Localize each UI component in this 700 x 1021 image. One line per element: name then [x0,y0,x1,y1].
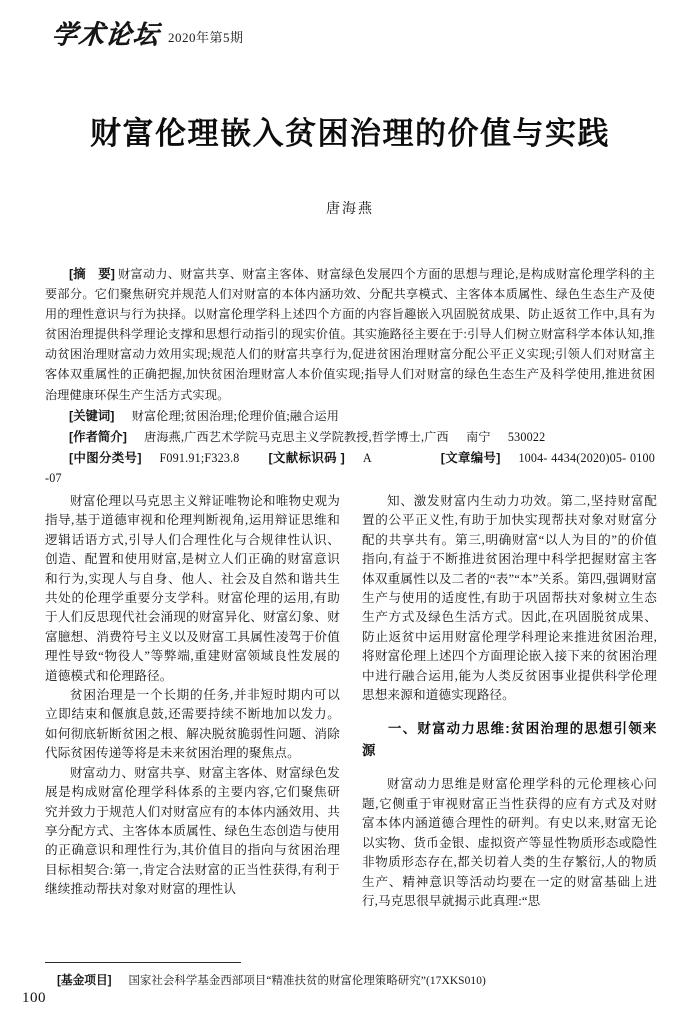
author-bio-city: 南宁 [466,429,491,444]
section-heading: 一、财富动力思维:贫困治理的思想引领来源 [362,721,657,759]
footnote [45,972,657,990]
classification-block [45,448,655,488]
doc-code-tag: [文献标识码 ] [268,450,345,465]
page-number: 100 [22,990,46,1006]
right-column [362,492,657,947]
keywords-block [45,406,655,426]
article-author: 唐海燕 [326,202,374,217]
keywords-text: 财富伦理;贫困治理;伦理价值;融合运用 [131,408,340,423]
body-paragraph: 财富伦理以马克思主义辩证唯物论和唯物史观为指导,基于道德审视和伦理判断视角,运用辩证思维和逻辑话语方式,引导人们合理性化与合规律性认识、创造、配置和使用财富,是树立人们正确的财富意识和行为,实现人与自身、他人、社会及自然和谐共生共处的伦理学重要分支学科。财富伦理的运用,有助于人们反思现代社会涌现的财富异化、财富幻象、财富臆想、消费符号主义以及财富工具属性凌驾于价值理性导致“物役人”等弊端,重建财富领域良性发展的道德模式和伦理路径。 [45,494,340,683]
clc-value: F091.91;F323.8 [159,450,240,465]
article-id-tag: [文章编号] [440,450,501,465]
author-bio-tag: [作者简介] [69,429,127,444]
footnote-divider [45,962,241,963]
body-columns [45,492,657,947]
body-paragraph: 财富动力、财富共享、财富主客体、财富绿色发展是构成财富伦理学科体系的主要内容,它们聚焦研究并致力于规范人们对财富应有的本体内涵效用、共享分配方式、主客体本质属性、绿色生态创造与使用的正确意识和理性行为,其价值目的指向与贫困治理目标相契合:第一,肯定合法财富的正当性获得,有利于继续推动帮扶对象对财富的理性认 [45,765,340,897]
issue-label: 2020年第5期 [168,30,244,45]
abstract-block [45,264,655,405]
author-bio-block [45,427,655,447]
keywords-tag: [关键词] [69,408,115,423]
author-bio-text: 唐海燕,广西艺术学院马克思主义学院教授,哲学博士,广西 [144,429,449,444]
abstract-tag: [摘 要] [69,267,115,281]
journal-title-logo: 学术论坛 [50,19,162,50]
abstract-text: 财富动力、财富共享、财富主客体、财富绿色发展四个方面的思想与理论,是构成财富伦理学科的主要部分。它们聚焦研究并规范人们对财富的本体内涵功效、分配共享模式、主客体本质属性、绿色生态生产及使用的理性意识与行为抉择。以财富伦理学科上述四个方面的内容旨趣嵌入巩固脱贫成果、防止返贫工作中,具有为贫困治理提供科学理论支撑和思想行动指引的现实价值。其实施路径主要在于:引导人们树立财富科学本体认知,推动贫困治理财富动力效用实现;规范人们的财富共享行为,促进贫困治理财富分配公平正义实现;引领人们对财富主客体双重属性的正确把握,加快贫困治理财富人本价值实现;指导人们对财富的绿色生态生产及科学使用,推进贫困治理健康环保生产生活方式实现。 [45,267,655,402]
body-paragraph: 财富动力思维是财富伦理学科的元伦理核心问题,它侧重于审视财富正当性获得的应有方式及对财富本体内涵道德合理性的研判。有史以来,财富无论以实物、货币金银、虚拟资产等显性物质形态或隐性非物质形态存在,都关切着人类的生存繁衍,人的物质生产、精神意识等活动均要在一定的财富基础上进行,马克思很早就揭示此真理:“思 [362,777,657,908]
left-column [45,492,340,947]
masthead [50,19,244,50]
front-matter [45,264,655,488]
page-title: 财富伦理嵌入贫困治理的价值与实践 [90,116,610,151]
body-paragraph: 贫困治理是一个长期的任务,并非短时期内可以立即结束和偃旗息鼓,还需要持续不断地加以发力。如何彻底斩断贫困之根、解决脱贫脆弱性问题、消除代际贫困传递等将是未来贫困治理的聚焦点。 [45,688,340,761]
author-bio-postcode: 530022 [507,429,546,444]
article-id-value: 1004- 4434(2020)05- 0100 -07 [45,450,655,485]
clc-tag: [中图分类号] [69,450,142,465]
funding-text: 国家社会科学基金西部项目“精准扶贫的财富伦理策略研究”(17XKS010) [128,975,486,987]
funding-tag: [基金项目] [57,974,112,987]
body-paragraph: 知、激发财富内生动力功效。第二,坚持财富配置的公平正义性,有助于加快实现帮扶对象对财富分配的共享共有。第三,明确财富“以人为目的”的价值指向,有益于不断推进贫困治理中科学把握财富主客体双重属性以及二者的“表”“本”关系。第四,强调财富生产与使用的适度性,有助于巩固帮扶对象树立生态生产方式及绿色生活方式。因此,在巩固脱贫成果、防止返贫中运用财富伦理学科理论来推进贫困治理,将财富伦理上述四个方面理论嵌入接下来的贫困治理中进行融合运用,能为人类反贫困事业提供科学伦理思想来源和道德实现路径。 [362,494,657,703]
doc-code-value: A [362,450,372,465]
